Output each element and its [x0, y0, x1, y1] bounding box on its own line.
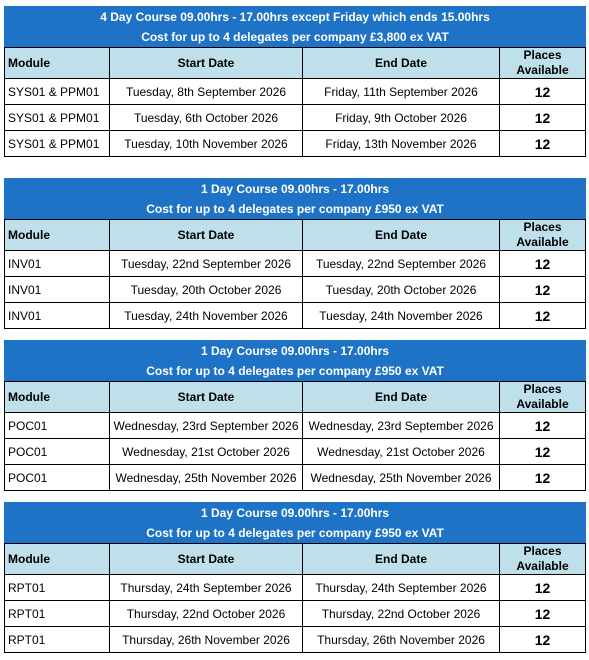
course-cost: Cost for up to 4 delegates per company £950 ex VAT [5, 361, 586, 382]
module-cell: RPT01 [5, 601, 110, 627]
column-header-module: Module [5, 220, 110, 251]
table-row [5, 627, 586, 653]
table-row [5, 251, 586, 277]
start-date-cell: Thursday, 24th September 2026 [110, 575, 303, 601]
end-date-cell: Friday, 11th September 2026 [303, 79, 500, 105]
start-date-cell: Tuesday, 22nd September 2026 [110, 251, 303, 277]
end-date-cell: Friday, 9th October 2026 [303, 105, 500, 131]
table-row [5, 413, 586, 439]
module-cell: RPT01 [5, 627, 110, 653]
course-table [4, 502, 586, 653]
table-row [5, 105, 586, 131]
start-date-cell: Wednesday, 21st October 2026 [110, 439, 303, 465]
places-available-cell: 12 [500, 251, 586, 277]
table-row [5, 601, 586, 627]
places-available-cell: 12 [500, 131, 586, 157]
module-cell: POC01 [5, 439, 110, 465]
course-section [4, 502, 585, 653]
places-available-cell: 12 [500, 465, 586, 491]
module-cell: POC01 [5, 465, 110, 491]
places-available-cell: 12 [500, 413, 586, 439]
column-header-places: Places Available [500, 544, 586, 575]
table-row [5, 277, 586, 303]
end-date-cell: Friday, 13th November 2026 [303, 131, 500, 157]
module-cell: SYS01 & PPM01 [5, 105, 110, 131]
start-date-cell: Tuesday, 8th September 2026 [110, 79, 303, 105]
end-date-cell: Wednesday, 25th November 2026 [303, 465, 500, 491]
places-available-cell: 12 [500, 105, 586, 131]
start-date-cell: Thursday, 26th November 2026 [110, 627, 303, 653]
places-available-cell: 12 [500, 575, 586, 601]
course-table [4, 178, 586, 329]
column-header-start-date: Start Date [110, 544, 303, 575]
course-section [4, 178, 585, 329]
table-row [5, 439, 586, 465]
module-cell: INV01 [5, 277, 110, 303]
column-header-places: Places Available [500, 220, 586, 251]
start-date-cell: Tuesday, 20th October 2026 [110, 277, 303, 303]
module-cell: SYS01 & PPM01 [5, 79, 110, 105]
module-cell: INV01 [5, 251, 110, 277]
end-date-cell: Thursday, 22nd October 2026 [303, 601, 500, 627]
places-available-cell: 12 [500, 277, 586, 303]
places-available-cell: 12 [500, 627, 586, 653]
course-title: 4 Day Course 09.00hrs - 17.00hrs except Friday which ends 15.00hrs [5, 7, 586, 28]
table-row [5, 303, 586, 329]
column-header-start-date: Start Date [110, 382, 303, 413]
module-cell: RPT01 [5, 575, 110, 601]
end-date-cell: Tuesday, 24th November 2026 [303, 303, 500, 329]
module-cell: POC01 [5, 413, 110, 439]
column-header-end-date: End Date [303, 382, 500, 413]
column-header-module: Module [5, 48, 110, 79]
end-date-cell: Thursday, 24th September 2026 [303, 575, 500, 601]
end-date-cell: Tuesday, 20th October 2026 [303, 277, 500, 303]
course-cost: Cost for up to 4 delegates per company £950 ex VAT [5, 199, 586, 220]
course-title: 1 Day Course 09.00hrs - 17.00hrs [5, 179, 586, 200]
start-date-cell: Thursday, 22nd October 2026 [110, 601, 303, 627]
table-row [5, 465, 586, 491]
column-header-places: Places Available [500, 382, 586, 413]
column-header-end-date: End Date [303, 220, 500, 251]
start-date-cell: Tuesday, 6th October 2026 [110, 105, 303, 131]
table-row [5, 79, 586, 105]
course-section [4, 6, 585, 157]
table-row [5, 575, 586, 601]
column-header-places: Places Available [500, 48, 586, 79]
column-header-start-date: Start Date [110, 48, 303, 79]
course-table [4, 6, 586, 157]
course-cost: Cost for up to 4 delegates per company £3,800 ex VAT [5, 27, 586, 48]
start-date-cell: Tuesday, 10th November 2026 [110, 131, 303, 157]
end-date-cell: Wednesday, 23rd September 2026 [303, 413, 500, 439]
places-available-cell: 12 [500, 439, 586, 465]
start-date-cell: Wednesday, 23rd September 2026 [110, 413, 303, 439]
places-available-cell: 12 [500, 601, 586, 627]
course-cost: Cost for up to 4 delegates per company £950 ex VAT [5, 523, 586, 544]
start-date-cell: Tuesday, 24th November 2026 [110, 303, 303, 329]
column-header-module: Module [5, 544, 110, 575]
course-title: 1 Day Course 09.00hrs - 17.00hrs [5, 341, 586, 362]
start-date-cell: Wednesday, 25th November 2026 [110, 465, 303, 491]
course-title: 1 Day Course 09.00hrs - 17.00hrs [5, 503, 586, 524]
column-header-end-date: End Date [303, 544, 500, 575]
end-date-cell: Wednesday, 21st October 2026 [303, 439, 500, 465]
places-available-cell: 12 [500, 303, 586, 329]
module-cell: INV01 [5, 303, 110, 329]
table-row [5, 131, 586, 157]
places-available-cell: 12 [500, 79, 586, 105]
module-cell: SYS01 & PPM01 [5, 131, 110, 157]
column-header-end-date: End Date [303, 48, 500, 79]
end-date-cell: Thursday, 26th November 2026 [303, 627, 500, 653]
course-table [4, 340, 586, 491]
course-section [4, 340, 585, 491]
column-header-module: Module [5, 382, 110, 413]
column-header-start-date: Start Date [110, 220, 303, 251]
end-date-cell: Tuesday, 22nd September 2026 [303, 251, 500, 277]
